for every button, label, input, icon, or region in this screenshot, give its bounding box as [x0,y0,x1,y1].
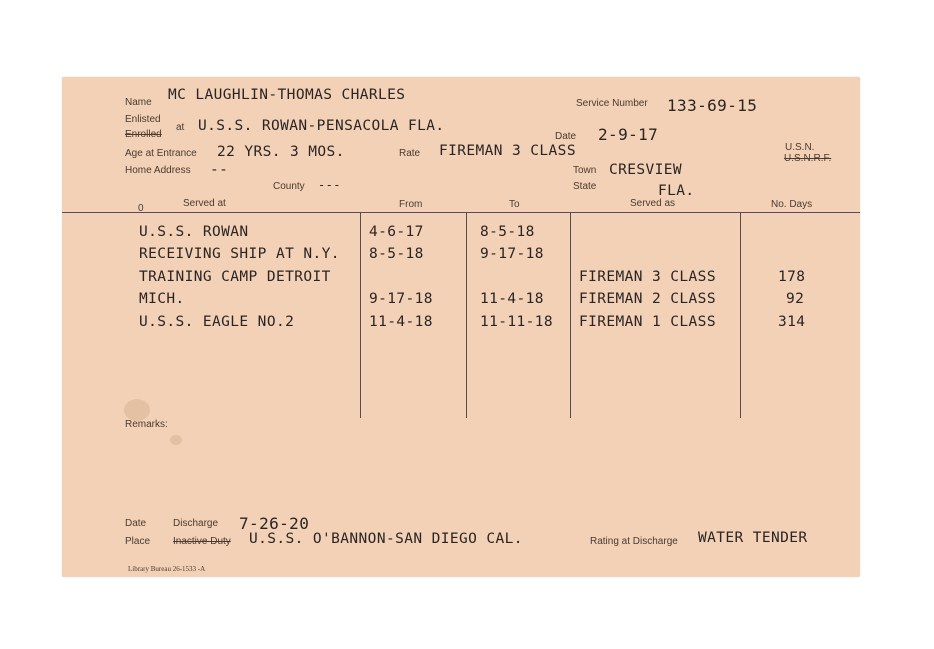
days-cell: 178 [778,269,806,285]
service-record-card [62,77,860,577]
stain-mark [170,435,182,445]
from-cell: 9-17-18 [369,291,433,307]
from-cell: 4-6-17 [369,224,424,240]
remarks-label: Remarks: [125,419,168,430]
served-as-header: Served as [630,198,676,209]
date-value: 2-9-17 [598,125,659,144]
service-number-value: 133-69-15 [667,96,758,115]
to-cell: 11-4-18 [480,291,544,307]
enrolled-label: Enrolled [125,129,162,140]
inactive-duty-label: Inactive Duty [173,536,231,547]
rating-at-discharge-value: WATER TENDER [698,530,808,546]
enlisted-at-value: U.S.S. ROWAN-PENSACOLA FLA. [198,118,445,134]
to-cell: 8-5-18 [480,224,535,240]
rate-label: Rate [399,148,421,159]
served-as-cell: FIREMAN 1 CLASS [579,314,716,330]
column-divider [360,213,361,418]
age-value: 22 YRS. 3 MOS. [217,144,345,160]
age-label: Age at Entrance [125,148,197,159]
rate-value: FIREMAN 3 CLASS [439,143,576,159]
date-label: Date [555,131,577,142]
discharge-date-value: 7-26-20 [239,514,310,533]
served-at-cell: RECEIVING SHIP AT N.Y. [139,246,340,262]
discharge-label: Discharge [173,518,219,529]
county-label: County [273,181,305,192]
served-at-cell: U.S.S. ROWAN [139,224,249,240]
town-label: Town [573,165,597,176]
place-label: Place [125,536,151,547]
home-address-value: -- [210,162,229,178]
from-header: From [399,199,423,210]
home-address-label: Home Address [125,165,191,176]
no-days-header: No. Days [771,199,813,210]
column-divider [740,213,741,418]
service-number-label: Service Number [576,98,648,109]
column-divider [570,213,571,418]
at-label: at [176,122,185,133]
state-value: FLA. [658,183,695,199]
served-at-cell: TRAINING CAMP DETROIT [139,269,331,285]
rating-at-discharge-label: Rating at Discharge [590,536,678,547]
from-cell: 8-5-18 [369,246,424,262]
stain-mark [124,399,150,421]
to-header: To [509,199,520,210]
row-mark: 0 [138,203,144,214]
served-at-cell: U.S.S. EAGLE NO.2 [139,314,295,330]
usn-label: U.S.N. [785,142,815,153]
to-cell: 9-17-18 [480,246,544,262]
name-label: Name [125,97,152,108]
served-at-cell: MICH. [139,291,185,307]
state-label: State [573,181,597,192]
served-at-header: Served at [183,198,226,209]
name-value: MC LAUGHLIN-THOMAS CHARLES [168,87,406,103]
column-divider [466,213,467,418]
discharge-place-value: U.S.S. O'BANNON-SAN DIEGO CAL. [249,531,523,547]
discharge-date-label: Date [125,518,147,529]
town-value: CRESVIEW [609,162,683,178]
enlisted-label: Enlisted [125,114,161,125]
usnrf-label: U.S.N.R.F. [784,153,832,164]
footer-print-code: Library Bureau 26-1533 -A [128,565,206,573]
days-cell: 92 [786,291,805,307]
to-cell: 11-11-18 [480,314,554,330]
from-cell: 11-4-18 [369,314,433,330]
served-as-cell: FIREMAN 3 CLASS [579,269,716,285]
served-as-cell: FIREMAN 2 CLASS [579,291,716,307]
county-value: --- [318,178,341,192]
days-cell: 314 [778,314,806,330]
